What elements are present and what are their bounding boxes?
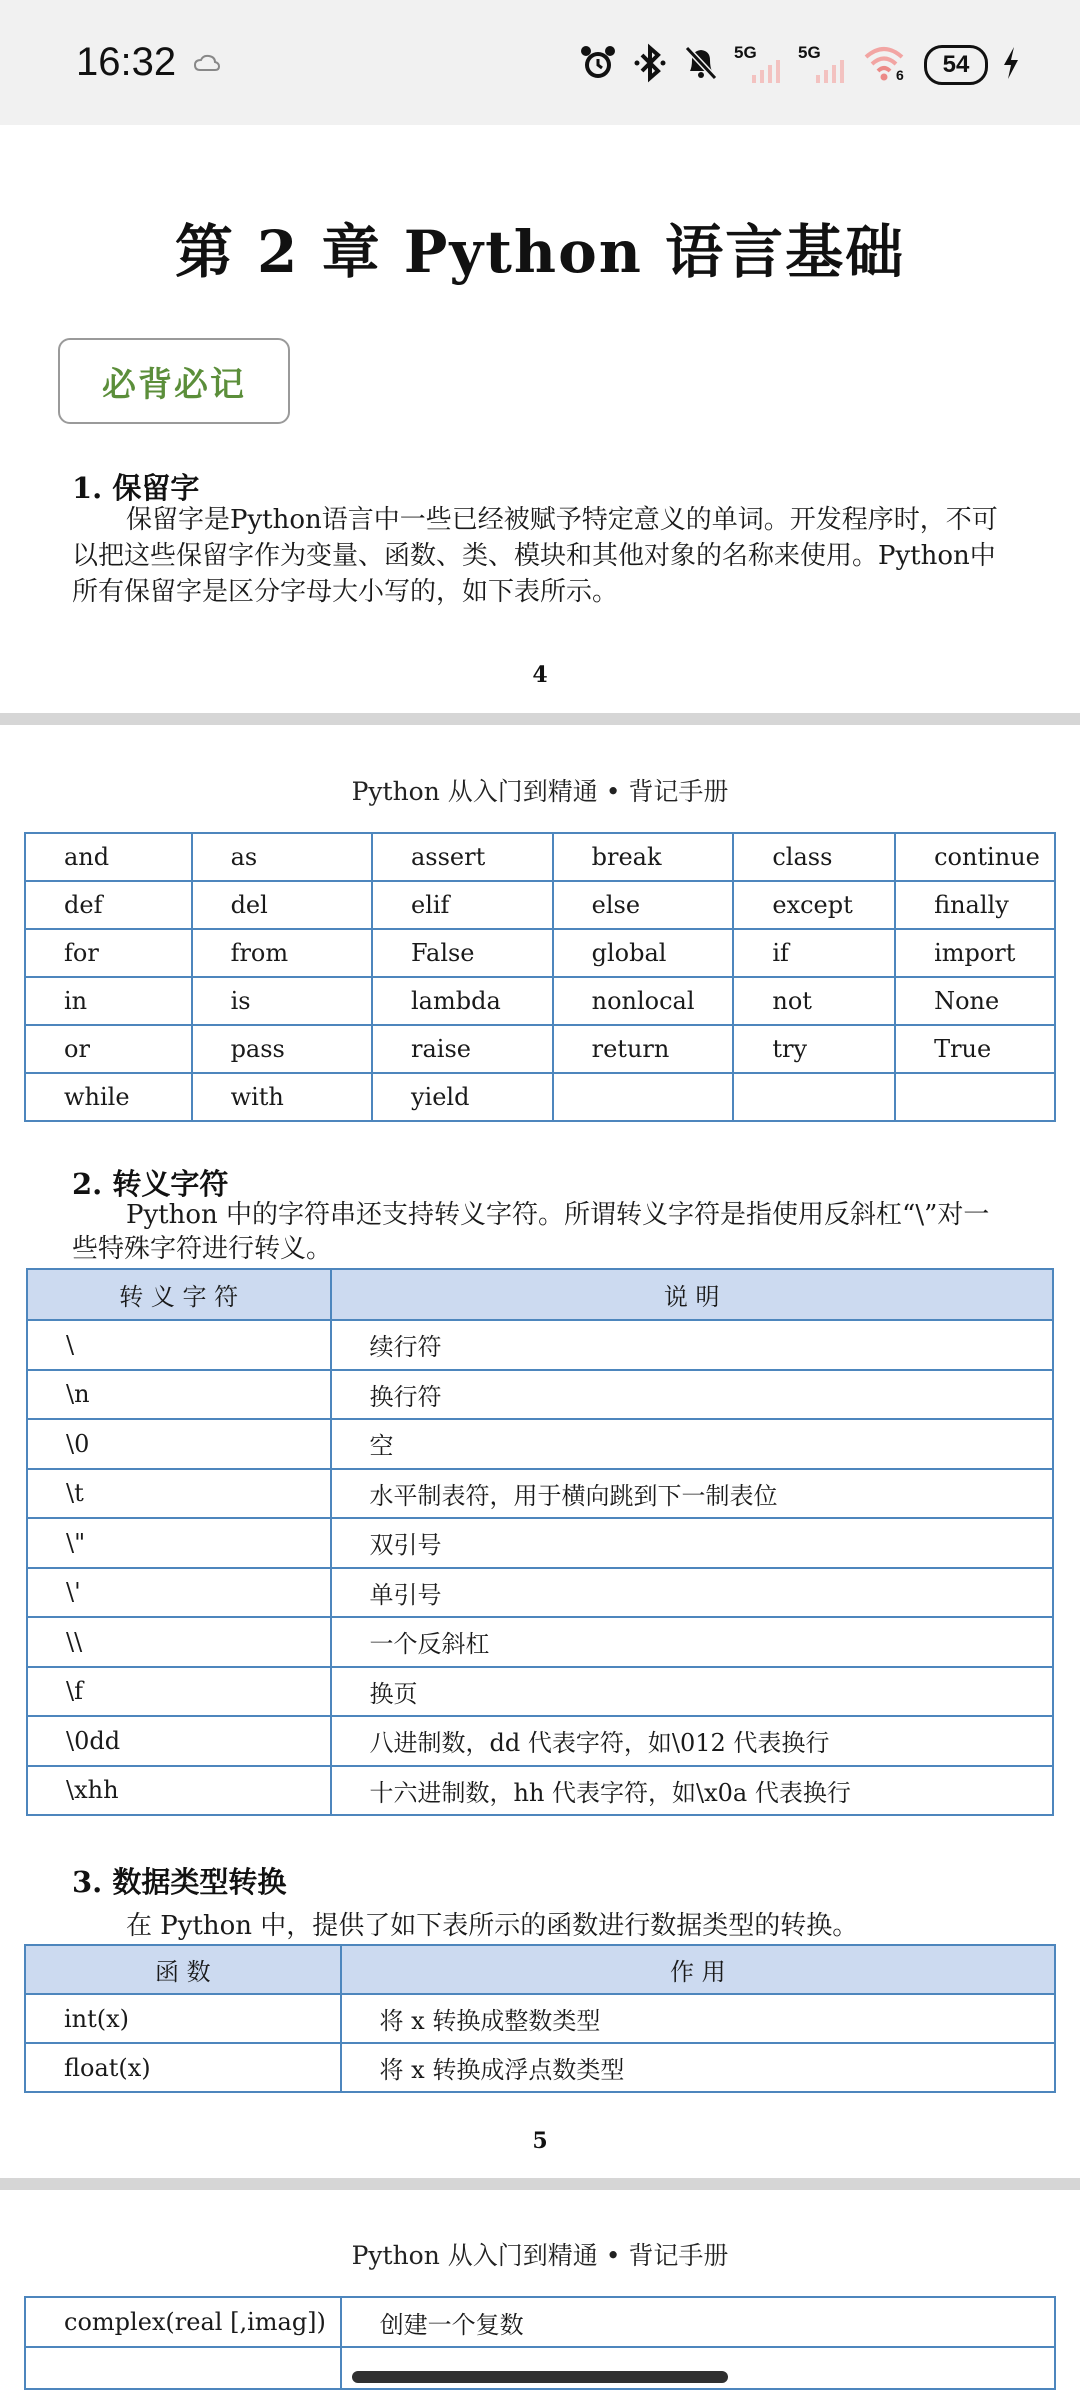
keyword-cell	[733, 1073, 895, 1121]
page-number: 5	[532, 2128, 548, 2154]
keyword-cell: def	[25, 881, 192, 929]
function-description: 将 x 转换成整数类型	[341, 1994, 1055, 2043]
section-heading-escape-chars: 2. 转义字符	[72, 1167, 229, 1201]
keyword-cell: with	[192, 1073, 372, 1121]
escape-code: \xhh	[27, 1766, 331, 1816]
escape-code: \\	[27, 1617, 331, 1667]
column-header: 作 用	[341, 1945, 1055, 1994]
table-row	[25, 2297, 1055, 2347]
keyword-cell: as	[192, 833, 372, 881]
function-name: complex(real [,imag])	[25, 2297, 341, 2347]
mute-bell-icon	[682, 43, 720, 88]
escape-description: 单引号	[331, 1568, 1054, 1618]
wifi-sub-label: 6	[896, 67, 904, 83]
section-heading-type-conversion: 3. 数据类型转换	[72, 1865, 287, 1899]
escape-code: \"	[27, 1518, 331, 1568]
table-row	[25, 977, 1055, 1025]
table-row	[25, 833, 1055, 881]
keyword-cell: yield	[372, 1073, 553, 1121]
escape-description: 十六进制数，hh 代表字符，如\x0a 代表换行	[331, 1766, 1054, 1816]
function-name: int(x)	[25, 1994, 341, 2043]
table-row	[25, 929, 1055, 977]
table-row	[27, 1320, 1053, 1370]
keyword-cell: None	[895, 977, 1055, 1025]
keyword-cell: return	[553, 1025, 734, 1073]
bluetooth-icon	[632, 43, 668, 88]
table-row	[27, 1469, 1053, 1519]
function-name: float(x)	[25, 2043, 341, 2092]
keyword-cell: continue	[895, 833, 1055, 881]
signal-5g-icon-2	[798, 45, 848, 85]
escape-code: \'	[27, 1568, 331, 1618]
table-cell	[25, 2347, 341, 2389]
keyword-cell: break	[553, 833, 734, 881]
keyword-cell: if	[733, 929, 895, 977]
keyword-cell: finally	[895, 881, 1055, 929]
keyword-cell: lambda	[372, 977, 553, 1025]
section-paragraph-reserved-words	[72, 502, 1012, 610]
keyword-cell: while	[25, 1073, 192, 1121]
escape-code: \0dd	[27, 1716, 331, 1766]
escape-description: 续行符	[331, 1320, 1054, 1370]
keyword-cell: del	[192, 881, 372, 929]
keyword-cell: and	[25, 833, 192, 881]
table-row	[27, 1370, 1053, 1420]
escape-description: 一个反斜杠	[331, 1617, 1054, 1667]
table-row	[25, 881, 1055, 929]
weather-icon	[194, 54, 220, 77]
table-row	[27, 1716, 1053, 1766]
table-row	[25, 1073, 1055, 1121]
function-description: 创建一个复数	[341, 2297, 1055, 2347]
paragraph-line: Python 中的字符串还支持转义字符。所谓转义字符是指使用反斜杠“\”对一	[126, 1200, 990, 1230]
signal-5g-icon	[734, 45, 784, 85]
running-header: Python 从入门到精通 • 背记手册	[351, 777, 729, 806]
keyword-cell: True	[895, 1025, 1055, 1073]
keyword-cell: raise	[372, 1025, 553, 1073]
page-separator	[0, 2178, 1080, 2190]
type-conversion-table	[24, 1944, 1056, 2093]
network-label-2: 5G	[798, 43, 821, 62]
table-row	[27, 1568, 1053, 1618]
table-row	[27, 1419, 1053, 1469]
page-separator	[0, 713, 1080, 725]
running-header: Python 从入门到精通 • 背记手册	[351, 2241, 729, 2270]
table-header-row	[27, 1269, 1053, 1320]
reserved-words-table	[24, 832, 1056, 1122]
table-row	[25, 2043, 1055, 2092]
keyword-cell: for	[25, 929, 192, 977]
escape-code: \0	[27, 1419, 331, 1469]
keyword-cell: in	[25, 977, 192, 1025]
escape-description: 双引号	[331, 1518, 1054, 1568]
keyword-cell: or	[25, 1025, 192, 1073]
status-bar	[0, 0, 1080, 125]
table-row	[27, 1518, 1053, 1568]
table-row	[25, 1025, 1055, 1073]
keyword-cell: nonlocal	[553, 977, 734, 1025]
escape-description: 水平制表符，用于横向跳到下一制表位	[331, 1469, 1054, 1519]
escape-description: 换行符	[331, 1370, 1054, 1420]
section-paragraph-escape-chars	[72, 1198, 1012, 1266]
escape-description: 换页	[331, 1667, 1054, 1717]
column-header: 函 数	[25, 1945, 341, 1994]
status-time: 16:32	[76, 40, 177, 84]
section-paragraph-type-conversion: 在 Python 中，提供了如下表所示的函数进行数据类型的转换。	[126, 1911, 859, 1941]
keyword-cell: elif	[372, 881, 553, 929]
table-row	[27, 1617, 1053, 1667]
keyword-cell: from	[192, 929, 372, 977]
column-header: 转 义 字 符	[27, 1269, 331, 1320]
keyword-cell: not	[733, 977, 895, 1025]
paragraph-line: 些特殊字符进行转义。	[72, 1234, 333, 1264]
escape-chars-table	[26, 1268, 1054, 1816]
keyword-cell: except	[733, 881, 895, 929]
keyword-cell: class	[733, 833, 895, 881]
keyword-cell: assert	[372, 833, 553, 881]
table-header-row	[25, 1945, 1055, 1994]
column-header: 说 明	[331, 1269, 1054, 1320]
chapter-title: 第 2 章 Python 语言基础	[174, 218, 906, 286]
home-gesture-bar[interactable]	[352, 2371, 728, 2383]
escape-code: \f	[27, 1667, 331, 1717]
section-heading-reserved-words: 1. 保留字	[72, 471, 200, 505]
paragraph-line: 以把这些保留字作为变量、函数、类、模块和其他对象的名称来使用。Python中	[72, 541, 996, 571]
keyword-cell: pass	[192, 1025, 372, 1073]
alarm-icon	[578, 43, 618, 88]
network-label-1: 5G	[734, 43, 757, 62]
keyword-cell	[895, 1073, 1055, 1121]
charging-icon	[1002, 46, 1020, 85]
escape-code: \t	[27, 1469, 331, 1519]
keyword-cell	[553, 1073, 734, 1121]
escape-description: 八进制数，dd 代表字符，如\012 代表换行	[331, 1716, 1054, 1766]
memo-box: 必背必记	[58, 338, 290, 424]
keyword-cell: False	[372, 929, 553, 977]
keyword-cell: global	[553, 929, 734, 977]
paragraph-line: 所有保留字是区分字母大小写的，如下表所示。	[72, 577, 619, 607]
keyword-cell: try	[733, 1025, 895, 1073]
wifi-icon	[862, 45, 910, 85]
page-number: 4	[532, 662, 548, 688]
status-icons	[578, 30, 1020, 100]
keyword-cell: else	[553, 881, 734, 929]
table-row	[27, 1766, 1053, 1816]
escape-code: \n	[27, 1370, 331, 1420]
escape-description: 空	[331, 1419, 1054, 1469]
keyword-cell: import	[895, 929, 1055, 977]
keyword-cell: is	[192, 977, 372, 1025]
battery-indicator: 54	[924, 45, 988, 85]
paragraph-line: 保留字是Python语言中一些已经被赋予特定意义的单词。开发程序时，不可	[126, 505, 998, 535]
table-row	[27, 1667, 1053, 1717]
escape-code: \	[27, 1320, 331, 1370]
table-row	[25, 1994, 1055, 2043]
function-description: 将 x 转换成浮点数类型	[341, 2043, 1055, 2092]
